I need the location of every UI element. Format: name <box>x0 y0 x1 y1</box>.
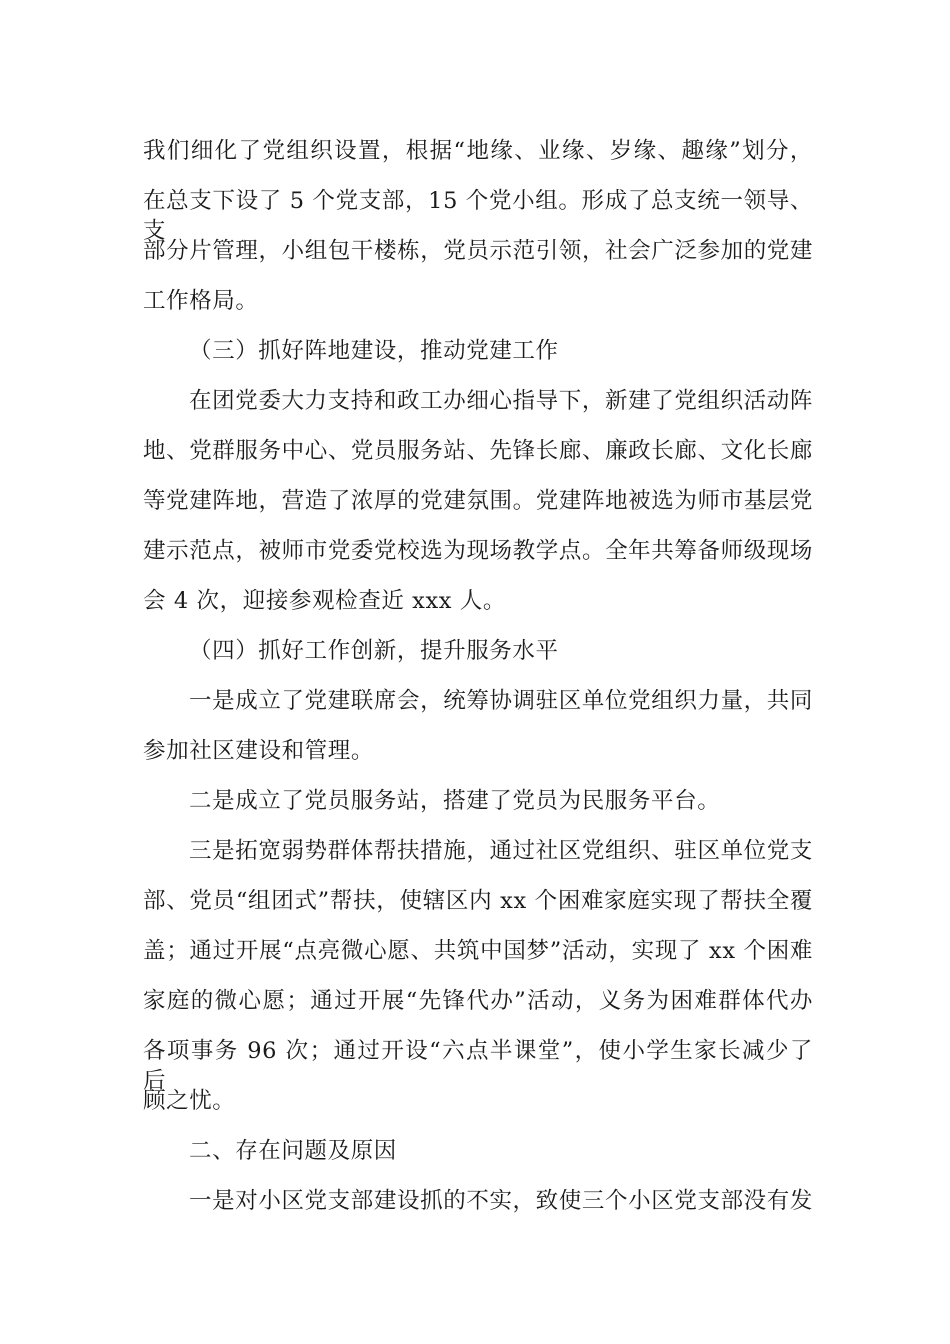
paragraph-line: 一是成立了党建联席会，统筹协调驻区单位党组织力量，共同 <box>189 688 813 714</box>
paragraph-line: 顾之忧。 <box>143 1088 236 1114</box>
section-heading: 二、存在问题及原因 <box>189 1138 397 1164</box>
paragraph-line: 家庭的微心愿；通过开展“先锋代办”活动，义务为困难群体代办 <box>143 988 813 1014</box>
paragraph-line: 二是成立了党员服务站，搭建了党员为民服务平台。 <box>189 788 721 814</box>
section-heading: （三）抓好阵地建设，推动党建工作 <box>189 338 559 364</box>
paragraph-line: 三是拓宽弱势群体帮扶措施，通过社区党组织、驻区单位党支 <box>189 838 813 864</box>
paragraph-line: 盖；通过开展“点亮微心愿、共筑中国梦”活动，实现了 xx 个困难 <box>143 938 813 964</box>
section-heading: （四）抓好工作创新，提升服务水平 <box>189 638 559 664</box>
paragraph-line: 工作格局。 <box>143 288 259 314</box>
paragraph-line: 会 4 次，迎接参观检查近 xxx 人。 <box>143 588 506 614</box>
paragraph-line: 参加社区建设和管理。 <box>143 738 375 764</box>
paragraph-line: 部、党员“组团式”帮扶，使辖区内 xx 个困难家庭实现了帮扶全覆 <box>143 888 813 914</box>
paragraph-line: 建示范点，被师市党委党校选为现场教学点。全年共筹备师级现场 <box>143 538 813 564</box>
paragraph-line: 部分片管理，小组包干楼栋，党员示范引领，社会广泛参加的党建 <box>143 238 813 264</box>
paragraph-line: 在团党委大力支持和政工办细心指导下，新建了党组织活动阵 <box>189 388 813 414</box>
paragraph-line: 我们细化了党组织设置，根据“地缘、业缘、岁缘、趣缘”划分， <box>143 138 813 164</box>
paragraph-line: 等党建阵地，营造了浓厚的党建氛围。党建阵地被选为师市基层党 <box>143 488 813 514</box>
paragraph-line: 地、党群服务中心、党员服务站、先锋长廊、廉政长廊、文化长廊 <box>143 438 813 464</box>
paragraph-line: 各项事务 96 次；通过开设“六点半课堂”，使小学生家长减少了后 <box>143 1038 813 1094</box>
paragraph-line: 在总支下设了 5 个党支部，15 个党小组。形成了总支统一领导、支 <box>143 188 813 244</box>
paragraph-line: 一是对小区党支部建设抓的不实，致使三个小区党支部没有发 <box>189 1188 813 1214</box>
